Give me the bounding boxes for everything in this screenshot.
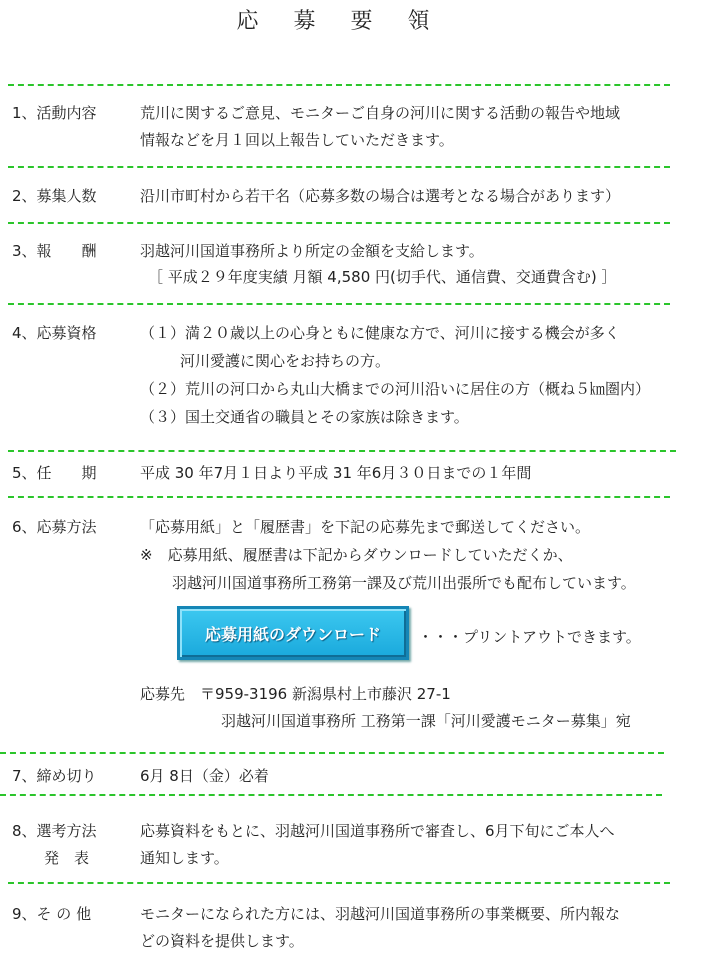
section-text: 羽越河川国道事務所より所定の金額を支給します。 — [140, 242, 484, 260]
section-text: 羽越河川国道事務所工務第一課及び荒川出張所でも配布しています。 — [172, 574, 636, 592]
section-text: 通知します。 — [140, 849, 229, 867]
download-form-button[interactable]: 応募用紙のダウンロード — [177, 606, 409, 660]
address-text: 応募先 〒959-3196 新潟県村上市藤沢 27-1 — [140, 685, 451, 703]
section-text: （３）国土交通省の職員とその家族は除きます。 — [140, 408, 469, 426]
divider — [8, 882, 670, 884]
section-label-announcement: 発 表 — [44, 849, 90, 867]
section-text: （２）荒川の河口から丸山大橋までの河川沿いに居住の方（概ね５㎞圏内） — [140, 380, 651, 398]
section-text: 「応募用紙」と「履歴書」を下記の応募先まで郵送してください。 — [140, 518, 591, 536]
section-text: ［ 平成２９年度実績 月額 4,580 円(切手代、通信費、交通費含む) ］ — [148, 268, 617, 286]
section-label-term: 5、任 期 — [12, 464, 97, 482]
section-text: 6月 8日（金）必着 — [140, 767, 269, 785]
section-label-deadline: 7、締め切り — [12, 767, 97, 785]
divider — [0, 752, 664, 754]
section-label-qualification: 4、応募資格 — [12, 324, 97, 342]
section-label-method: 6、応募方法 — [12, 518, 97, 536]
section-text: （１）満２０歳以上の心身ともに健康な方で、河川に接する機会が多く — [140, 324, 620, 342]
section-label-selection: 8、選考方法 — [12, 822, 97, 840]
divider — [8, 303, 670, 305]
section-label-recruit-number: 2、募集人数 — [12, 187, 97, 205]
divider — [8, 496, 670, 498]
divider — [8, 222, 670, 224]
page-title: 応 募 要 領 — [236, 9, 444, 34]
download-note: ・・・プリントアウトできます。 — [418, 628, 641, 646]
section-text: ※ 応募用紙、履歴書は下記からダウンロードしていただくか、 — [140, 546, 573, 564]
address-text: 羽越河川国道事務所 工務第一課「河川愛護モニター募集」宛 — [221, 712, 631, 730]
section-text: 河川愛護に関心をお持ちの方。 — [180, 352, 391, 370]
section-text: 沿川市町村から若干名（応募多数の場合は選考となる場合があります） — [140, 187, 621, 205]
section-text: どの資料を提供します。 — [140, 932, 304, 950]
section-label-reward: 3、報 酬 — [12, 242, 97, 260]
divider — [8, 450, 676, 452]
section-text: 荒川に関するご意見、モニターご自身の河川に関する活動の報告や地域 — [140, 104, 621, 122]
divider — [0, 794, 662, 796]
divider — [8, 84, 670, 86]
section-text: 平成 30 年7月１日より平成 31 年6月３０日までの１年間 — [140, 464, 532, 482]
section-text: モニターになられた方には、羽越河川国道事務所の事業概要、所内報な — [140, 905, 621, 923]
section-text: 情報などを月１回以上報告していただきます。 — [140, 131, 454, 149]
divider — [8, 166, 670, 168]
section-label-other: 9、そ の 他 — [12, 905, 92, 923]
section-label-activity: 1、活動内容 — [12, 104, 97, 122]
section-text: 応募資料をもとに、羽越河川国道事務所で審査し、6月下旬にご本人へ — [140, 822, 615, 840]
